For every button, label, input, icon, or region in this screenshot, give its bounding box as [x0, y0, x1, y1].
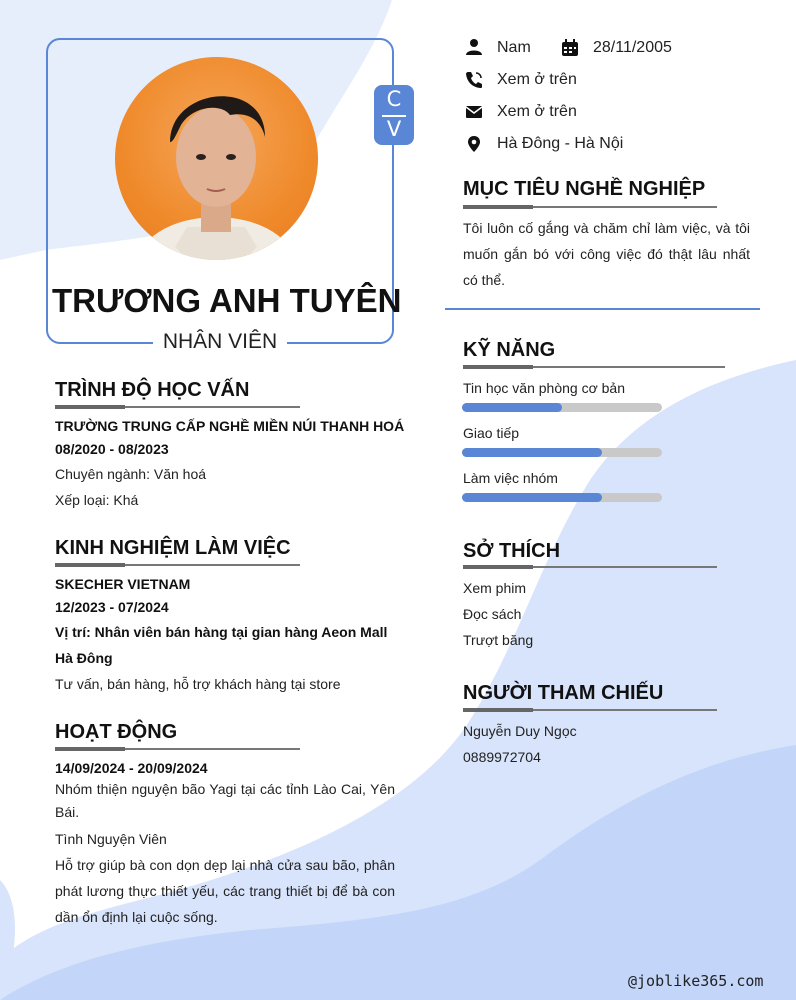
skill-label: Tin học văn phòng cơ bản — [463, 380, 625, 396]
hobby-item: Trượt băng — [463, 632, 534, 648]
education-title: TRÌNH ĐỘ HỌC VẤN — [55, 379, 250, 401]
reference-phone: 0889972704 — [463, 749, 541, 765]
activities-rule — [55, 748, 300, 750]
email-icon — [465, 103, 483, 121]
education-period: 08/2020 - 08/2023 — [55, 441, 169, 457]
activities-period: 14/09/2024 - 20/09/2024 — [55, 760, 208, 776]
hobby-item: Xem phim — [463, 580, 527, 596]
experience-company: SKECHER VIETNAM — [55, 576, 191, 592]
calendar-icon — [561, 39, 579, 57]
experience-description: Tư vấn, bán hàng, hỗ trợ khách hàng tại store — [55, 676, 341, 692]
objective-text: Tôi luôn cố gắng và chăm chỉ làm việc, và tôi muốn gắn bó với công việc đó thật lâu nhất có thể. — [463, 220, 750, 288]
experience-title: KINH NGHIỆM LÀM VIỆC — [55, 537, 291, 559]
contact-email: Xem ở trên — [497, 103, 577, 120]
hobbies-title: SỞ THÍCH — [463, 540, 561, 562]
cv-logo — [374, 85, 414, 145]
skill-bar — [462, 493, 662, 502]
activities-role: Tình Nguyện Viên — [55, 831, 167, 847]
experience-rule — [55, 564, 300, 566]
education-rule — [55, 406, 300, 408]
cv-logo-c: C — [386, 87, 402, 111]
skill-bar-fill — [462, 403, 562, 412]
user-icon — [465, 38, 483, 56]
skills-rule — [463, 366, 725, 368]
contact-gender: Nam — [497, 39, 531, 56]
candidate-role: NHÂN VIÊN — [46, 330, 394, 354]
education-grade: Xếp loại: Khá — [55, 492, 139, 508]
location-pin-icon — [465, 135, 483, 153]
activities-title: HOẠT ĐỘNG — [55, 721, 178, 743]
objective-rule — [463, 206, 717, 208]
watermark: @joblike365.com — [628, 972, 764, 990]
references-rule — [463, 709, 717, 711]
candidate-name: TRƯƠNG ANH TUYÊN — [52, 282, 402, 319]
experience-position: Vị trí: Nhân viên bán hàng tại gian hàng Aeon Mall Hà Đông — [55, 624, 388, 666]
activities-description: Hỗ trợ giúp bà con dọn dẹp lại nhà cửa sau bão, phân phát lương thực thiết yếu, các trang thiết bị để bà con dần ổn định lại cuộc sống. — [55, 857, 395, 925]
skill-bar — [462, 403, 662, 412]
objective-title: MỤC TIÊU NGHỀ NGHIỆP — [463, 178, 706, 200]
references-title: NGƯỜI THAM CHIẾU — [463, 682, 664, 704]
skill-label: Làm việc nhóm — [463, 470, 558, 486]
section-divider — [445, 308, 760, 310]
contact-phone: Xem ở trên — [497, 71, 577, 88]
phone-icon — [465, 71, 483, 89]
contact-birthdate: 28/11/2005 — [593, 39, 672, 56]
contact-address: Hà Đông - Hà Nội — [497, 135, 624, 152]
skill-label: Giao tiếp — [463, 425, 520, 441]
activities-event: Nhóm thiện nguyện bão Yagi tại các tỉnh Lào Cai, Yên Bái. — [55, 781, 395, 820]
cv-logo-v: V — [386, 117, 402, 141]
person-portrait-icon — [115, 57, 318, 260]
profile-photo — [115, 57, 318, 260]
education-major: Chuyên ngành: Văn hoá — [55, 466, 207, 482]
skill-bar — [462, 448, 662, 457]
education-school: TRƯỜNG TRUNG CẤP NGHỀ MIỀN NÚI THANH HOÁ — [55, 418, 405, 434]
skill-bar-fill — [462, 493, 602, 502]
hobby-item: Đọc sách — [463, 606, 522, 622]
experience-period: 12/2023 - 07/2024 — [55, 599, 169, 615]
skills-title: KỸ NĂNG — [463, 339, 556, 361]
hobbies-rule — [463, 566, 717, 568]
skill-bar-fill — [462, 448, 602, 457]
reference-name: Nguyễn Duy Ngọc — [463, 723, 577, 739]
